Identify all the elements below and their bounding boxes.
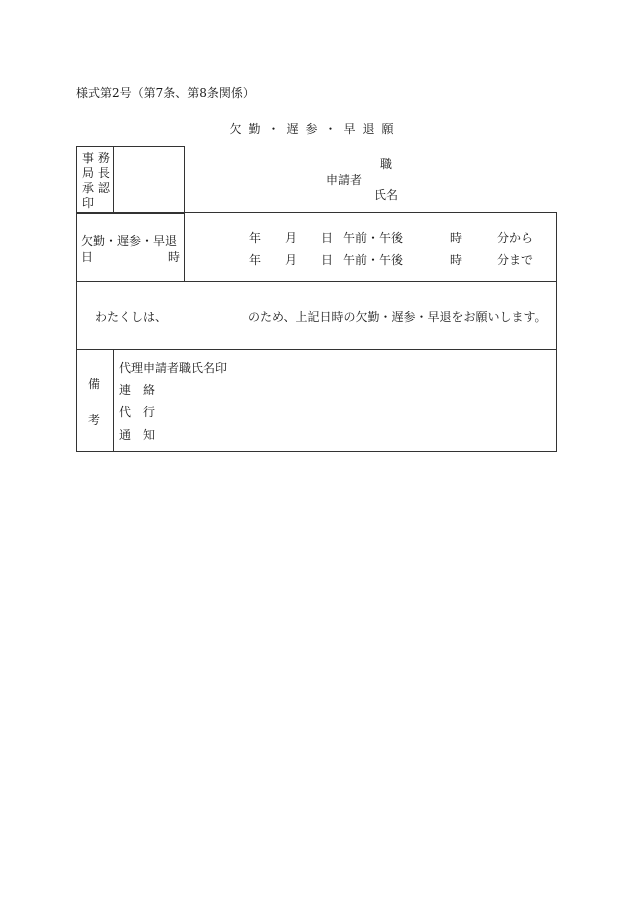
approval-label-line: 承 認 bbox=[82, 181, 110, 195]
month-field: 月 bbox=[285, 231, 298, 245]
ampm-field: 午前・午後 bbox=[343, 231, 404, 245]
remarks-line: 代 行 bbox=[119, 405, 156, 419]
schedule-label-day: 日 bbox=[81, 250, 94, 264]
minute-to-field: 分まで bbox=[497, 253, 534, 267]
month-field: 月 bbox=[285, 253, 298, 267]
request-suffix: のため、上記日時の欠勤・遅参・早退をお願いします。 bbox=[248, 310, 547, 324]
minute-from-field: 分から bbox=[497, 231, 534, 245]
schedule-divider bbox=[184, 212, 185, 282]
remarks-label-bottom: 考 bbox=[88, 413, 101, 427]
form-number-label: 様式第2号（第7条、第8条関係） bbox=[76, 86, 255, 100]
remarks-line: 連 絡 bbox=[119, 383, 156, 397]
name-label: 氏名 bbox=[374, 188, 399, 202]
ampm-field: 午前・午後 bbox=[343, 253, 404, 267]
row-divider bbox=[76, 281, 557, 282]
year-field: 年 bbox=[249, 253, 262, 267]
schedule-label: 欠勤・遅参・早退 bbox=[81, 234, 178, 248]
hour-field: 時 bbox=[450, 231, 463, 245]
day-field: 日 bbox=[321, 231, 334, 245]
remarks-divider bbox=[113, 349, 114, 452]
approval-label bbox=[82, 151, 122, 211]
row-divider bbox=[76, 349, 557, 350]
remarks-line: 通 知 bbox=[119, 428, 156, 442]
request-prefix: わたくしは、 bbox=[95, 310, 168, 324]
approval-label-line: 局 長 bbox=[82, 166, 110, 180]
position-label: 職 bbox=[380, 157, 393, 171]
approval-label-line: 事 務 bbox=[82, 151, 110, 165]
hour-field: 時 bbox=[450, 253, 463, 267]
remarks-label-top: 備 bbox=[88, 377, 101, 391]
remarks-line: 代理申請者職氏名印 bbox=[119, 361, 228, 375]
schedule-label-hour: 時 bbox=[168, 250, 181, 264]
day-field: 日 bbox=[321, 253, 334, 267]
applicant-label: 申請者 bbox=[326, 173, 363, 187]
year-field: 年 bbox=[249, 231, 262, 245]
document-title: 欠勤・遅参・早退願 bbox=[229, 122, 401, 136]
approval-label-line: 印 bbox=[82, 196, 95, 210]
